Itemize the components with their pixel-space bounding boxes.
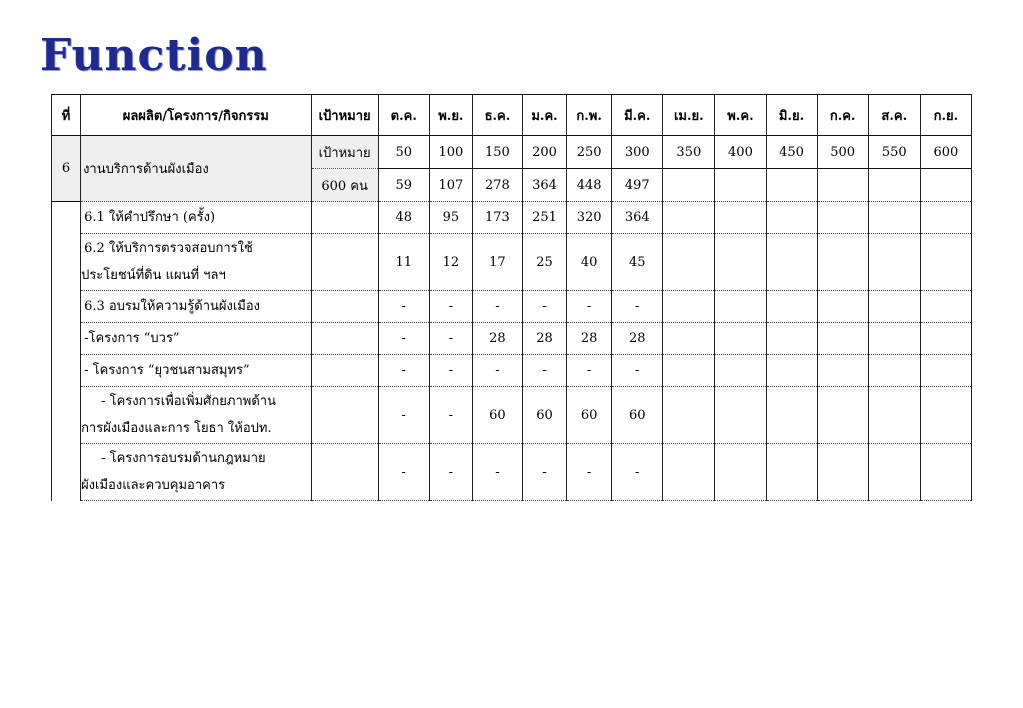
header-no: ที่	[52, 95, 81, 136]
value-cell	[817, 444, 868, 501]
target-cell: 300	[612, 136, 663, 169]
value-cell: 60	[612, 387, 663, 444]
value-cell: -	[567, 291, 612, 323]
value-cell: -	[567, 444, 612, 501]
row-target-cell	[311, 323, 378, 355]
header-month: ธ.ค.	[472, 95, 522, 136]
value-cell	[920, 444, 971, 501]
row-target-cell	[311, 355, 378, 387]
value-cell	[920, 387, 971, 444]
value-cell	[715, 387, 766, 444]
value-cell: 28	[472, 323, 522, 355]
value-cell: -	[522, 291, 566, 323]
value-cell	[817, 323, 868, 355]
value-cell	[715, 234, 766, 291]
value-cell: 11	[378, 234, 429, 291]
value-cell: 173	[472, 202, 522, 234]
actual-cell	[663, 169, 715, 202]
value-cell	[817, 202, 868, 234]
actual-cell	[715, 169, 766, 202]
header-month: พ.ย.	[429, 95, 472, 136]
row-label: 6.1 ให้คำปรึกษา (ครั้ง)	[81, 202, 312, 234]
actual-cell	[766, 169, 817, 202]
actual-cell	[920, 169, 971, 202]
value-cell	[715, 355, 766, 387]
row-label-line: - โครงการอบรมด้านกฎหมาย	[101, 451, 266, 466]
value-cell	[766, 234, 817, 291]
value-cell: 28	[612, 323, 663, 355]
table-row	[52, 291, 972, 323]
value-cell: -	[429, 291, 472, 323]
row-target-cell	[311, 387, 378, 444]
header-month: ก.ย.	[920, 95, 971, 136]
value-cell: -	[472, 291, 522, 323]
value-cell: 40	[567, 234, 612, 291]
value-cell	[715, 444, 766, 501]
target-cell: 400	[715, 136, 766, 169]
summary-no: 6	[52, 136, 81, 202]
summary-target-label: เป้าหมาย	[311, 136, 378, 169]
summary-target-value: 600 คน	[311, 169, 378, 202]
value-cell: 45	[612, 234, 663, 291]
row-label-line: ประโยชน์ที่ดิน แผนที่ ฯลฯ	[81, 268, 226, 283]
value-cell	[868, 355, 920, 387]
value-cell: -	[378, 444, 429, 501]
value-cell	[868, 444, 920, 501]
row-target-cell	[311, 291, 378, 323]
table-row	[52, 387, 972, 444]
target-cell: 100	[429, 136, 472, 169]
value-cell: -	[378, 355, 429, 387]
value-cell	[715, 323, 766, 355]
value-cell	[817, 291, 868, 323]
row-label: - โครงการ “ยุวชนสามสมุทร”	[81, 355, 312, 387]
value-cell: 12	[429, 234, 472, 291]
row-label: 6.3 อบรมให้ความรู้ด้านผังเมือง	[81, 291, 312, 323]
value-cell	[715, 291, 766, 323]
value-cell	[663, 323, 715, 355]
value-cell	[920, 291, 971, 323]
table-row	[52, 355, 972, 387]
value-cell: -	[472, 355, 522, 387]
value-cell	[868, 323, 920, 355]
header-month: ม.ค.	[522, 95, 566, 136]
value-cell: -	[472, 444, 522, 501]
target-cell: 250	[567, 136, 612, 169]
value-cell: 48	[378, 202, 429, 234]
actual-cell	[868, 169, 920, 202]
row-target-cell	[311, 202, 378, 234]
header-month: เม.ย.	[663, 95, 715, 136]
value-cell	[766, 355, 817, 387]
row-label-line: ผังเมืองและควบคุมอาคาร	[81, 478, 226, 493]
value-cell	[920, 323, 971, 355]
row-label-line: - โครงการเพื่อเพิ่มศักยภาพด้าน	[101, 394, 276, 409]
value-cell: -	[429, 444, 472, 501]
header-month: ก.ค.	[817, 95, 868, 136]
value-cell	[817, 387, 868, 444]
value-cell	[766, 444, 817, 501]
target-cell: 450	[766, 136, 817, 169]
value-cell: 17	[472, 234, 522, 291]
table-row	[52, 234, 972, 291]
target-cell: 50	[378, 136, 429, 169]
value-cell	[817, 234, 868, 291]
row-label-line: การผังเมืองและการ โยธา ให้อปท.	[81, 421, 272, 436]
summary-target-row	[52, 136, 972, 169]
value-cell: -	[612, 291, 663, 323]
value-cell	[920, 202, 971, 234]
value-cell	[766, 387, 817, 444]
value-cell: -	[378, 291, 429, 323]
value-cell	[663, 355, 715, 387]
value-cell: -	[429, 323, 472, 355]
value-cell: -	[522, 355, 566, 387]
row-label-line: 6.2 ให้บริการตรวจสอบการใช้	[84, 241, 253, 256]
value-cell: 60	[472, 387, 522, 444]
value-cell: -	[522, 444, 566, 501]
header-target: เป้าหมาย	[311, 95, 378, 136]
row-label: -โครงการ “บวร”	[81, 323, 312, 355]
target-cell: 500	[817, 136, 868, 169]
table-row	[52, 323, 972, 355]
value-cell: -	[429, 355, 472, 387]
actual-cell: 59	[378, 169, 429, 202]
value-cell	[868, 234, 920, 291]
value-cell	[663, 202, 715, 234]
header-month: มี.ค.	[612, 95, 663, 136]
target-cell: 200	[522, 136, 566, 169]
value-cell: 60	[567, 387, 612, 444]
value-cell	[817, 355, 868, 387]
row-label	[81, 444, 312, 501]
row-target-cell	[311, 444, 378, 501]
header-row	[52, 95, 972, 136]
actual-cell: 107	[429, 169, 472, 202]
target-cell: 150	[472, 136, 522, 169]
value-cell: -	[429, 387, 472, 444]
row-target-cell	[311, 234, 378, 291]
value-cell	[868, 387, 920, 444]
value-cell	[715, 202, 766, 234]
value-cell: -	[612, 355, 663, 387]
value-cell: 364	[612, 202, 663, 234]
value-cell: 28	[522, 323, 566, 355]
header-product: ผลผลิต/โครงการ/กิจกรรม	[81, 95, 312, 136]
value-cell: 320	[567, 202, 612, 234]
table-row	[52, 444, 972, 501]
value-cell: 95	[429, 202, 472, 234]
value-cell	[766, 291, 817, 323]
value-cell: 25	[522, 234, 566, 291]
value-cell	[663, 234, 715, 291]
actual-cell: 497	[612, 169, 663, 202]
target-cell: 350	[663, 136, 715, 169]
summary-label: งานบริการด้านผังเมือง	[81, 136, 312, 202]
value-cell	[868, 291, 920, 323]
actual-cell: 364	[522, 169, 566, 202]
monthly-performance-table	[51, 94, 972, 501]
actual-cell: 278	[472, 169, 522, 202]
value-cell	[920, 234, 971, 291]
header-month: มิ.ย.	[766, 95, 817, 136]
header-month: ต.ค.	[378, 95, 429, 136]
target-cell: 600	[920, 136, 971, 169]
value-cell: -	[378, 323, 429, 355]
value-cell: 28	[567, 323, 612, 355]
value-cell	[663, 291, 715, 323]
value-cell	[868, 202, 920, 234]
header-month: ส.ค.	[868, 95, 920, 136]
value-cell: 251	[522, 202, 566, 234]
value-cell: -	[612, 444, 663, 501]
actual-cell: 448	[567, 169, 612, 202]
value-cell	[766, 202, 817, 234]
row-label	[81, 234, 312, 291]
value-cell	[920, 355, 971, 387]
actual-cell	[817, 169, 868, 202]
value-cell: 60	[522, 387, 566, 444]
row-label	[81, 387, 312, 444]
value-cell	[663, 387, 715, 444]
table-row	[52, 202, 972, 234]
value-cell: -	[378, 387, 429, 444]
page-title: Function	[40, 30, 268, 81]
header-month: พ.ค.	[715, 95, 766, 136]
value-cell	[766, 323, 817, 355]
target-cell: 550	[868, 136, 920, 169]
value-cell: -	[567, 355, 612, 387]
sub-no-cell	[52, 202, 81, 501]
header-month: ก.พ.	[567, 95, 612, 136]
value-cell	[663, 444, 715, 501]
